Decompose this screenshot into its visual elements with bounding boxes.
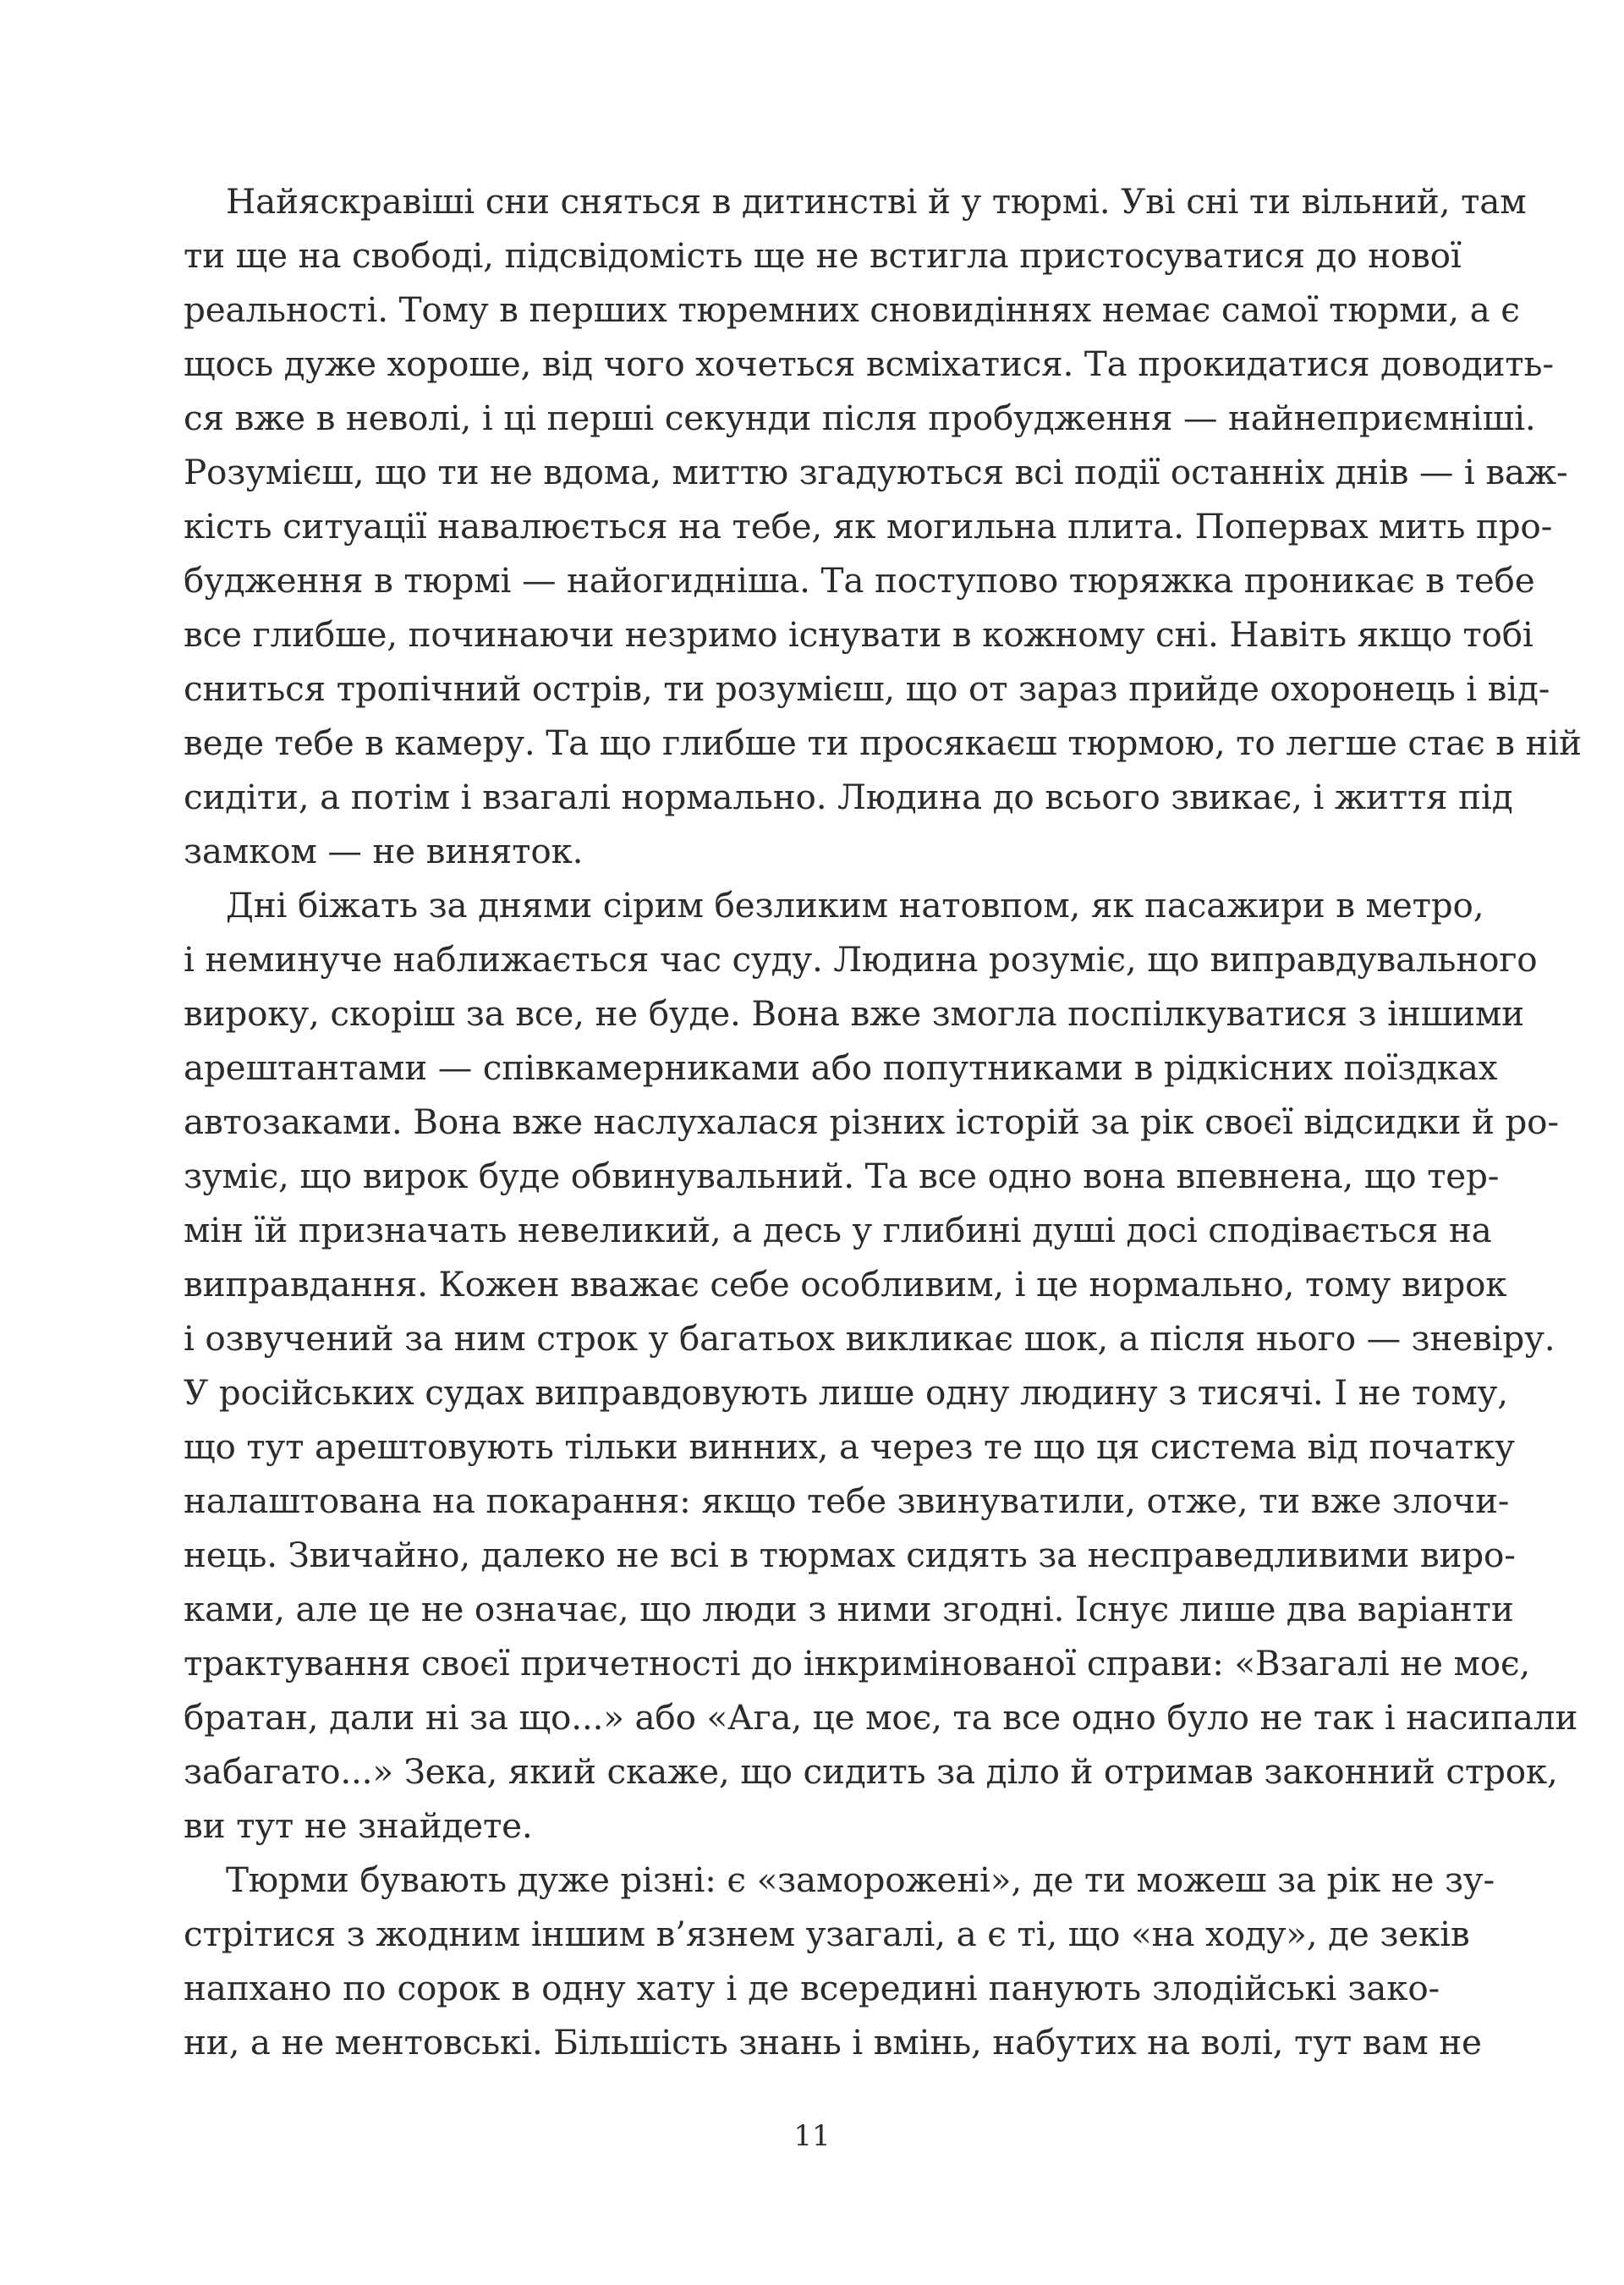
text-line: сидіти, а потім і взагалі нормально. Людина до всього звикає, і життя під — [184, 777, 1513, 817]
text-line: ками, але це не означає, що люди з ними згодні. Існує лише два варіанти — [184, 1589, 1514, 1629]
text-line: ви тут не знайдете. — [184, 1805, 533, 1846]
text-line: сниться тропічний острів, ти розумієш, що от зараз прийде охоронець і від- — [184, 668, 1550, 709]
text-line: Дні біжать за днями сірим безликим натовпом, як пасажири в метро, — [226, 885, 1484, 926]
text-line: Найяскравіші сни сняться в дитинстві й у тюрмі. Уві сні ти вільний, там — [226, 181, 1527, 222]
text-line: щось дуже хороше, від чого хочеться всміхатися. Та прокидатися доводить- — [184, 343, 1554, 384]
text-line: і озвучений за ним строк у багатьох викликає шок, а після нього — зневіру. — [184, 1318, 1555, 1359]
text-line: У російських судах виправдовують лише одну людину з тисячі. І не тому, — [184, 1372, 1508, 1413]
text-line: напхано по сорок в одну хату і де всередині панують злодійські зако- — [184, 1968, 1440, 2008]
text-line: забагато...» Зека, який скаже, що сидить за діло й отримав законний строк, — [184, 1751, 1558, 1792]
text-line: налаштована на покарання: якщо тебе звинуватили, отже, ти вже злочи- — [184, 1480, 1510, 1521]
text-line: вироку, скоріш за все, не буде. Вона вже змогла поспілкуватися з іншими — [184, 993, 1524, 1034]
body-text — [184, 174, 1582, 2069]
text-line: ти ще на свободі, підсвідомість ще не встигла пристосуватися до нової — [184, 235, 1462, 276]
text-line: і неминуче наближається час суду. Людина розуміє, що виправдувального — [184, 939, 1538, 980]
text-line: Тюрми бувають дуже різні: є «заморожені», де ти можеш за рік не зу- — [226, 1859, 1495, 1900]
text-line: ни, а не ментовські. Більшість знань і вмінь, набутих на волі, тут вам не — [184, 2022, 1482, 2063]
page-number: 11 — [793, 2119, 831, 2153]
text-line: веде тебе в камеру. Та що глибше ти просякаєш тюрмою, то легше стає в ній — [184, 722, 1582, 763]
text-line: мін їй призначать невеликий, а десь у глибині душі досі сподівається на — [184, 1210, 1492, 1250]
text-line: братан, дали ні за що...» або «Ага, це моє, та все одно було не так і насипали — [184, 1697, 1578, 1738]
text-line: автозаками. Вона вже наслухалася різних історій за рік своєї відсидки й ро- — [184, 1101, 1559, 1142]
text-line: реальності. Тому в перших тюремних сновидіннях немає самої тюрми, а є — [184, 289, 1520, 330]
text-line: ся вже в неволі, і ці перші секунди після пробудження — найнеприємніші. — [184, 398, 1536, 438]
text-line: стрітися з жодним іншим в’язнем узагалі, а є ті, що «на ходу», де зеків — [184, 1914, 1470, 1954]
text-line: нець. Звичайно, далеко не всі в тюрмах сидять за несправедливими виро- — [184, 1535, 1516, 1575]
text-line: замком — не виняток. — [184, 831, 584, 871]
paragraph-3 — [184, 1853, 1495, 2069]
text-line: кість ситуації навалюється на тебе, як могильна плита. Поперваx мить про- — [184, 506, 1553, 547]
paragraph-2 — [184, 878, 1578, 1853]
paragraph-1 — [184, 174, 1582, 878]
text-line: будження в тюрмі — найогидніша. Та поступово тюряжка проникає в тебе — [184, 560, 1535, 601]
text-line: все глибше, починаючи незримо існувати в кожному сні. Навіть якщо тобі — [184, 614, 1533, 655]
text-line: що тут арештовують тільки винних, а через те що ця система від початку — [184, 1426, 1515, 1467]
text-line: Розумієш, що ти не вдома, миттю згадуються всі події останніх днів — і важ- — [184, 452, 1568, 492]
text-line: зуміє, що вирок буде обвинувальний. Та все одно вона впевнена, що тер- — [184, 1156, 1500, 1196]
text-line: арештантами — співкамерниками або попутниками в рідкісних поїздках — [184, 1047, 1498, 1088]
text-line: виправдання. Кожен вважає себе особливим, і це нормально, тому вирок — [184, 1264, 1507, 1305]
text-line: трактування своєї причетності до інкримінованої справи: «Взагалі не моє, — [184, 1643, 1531, 1684]
